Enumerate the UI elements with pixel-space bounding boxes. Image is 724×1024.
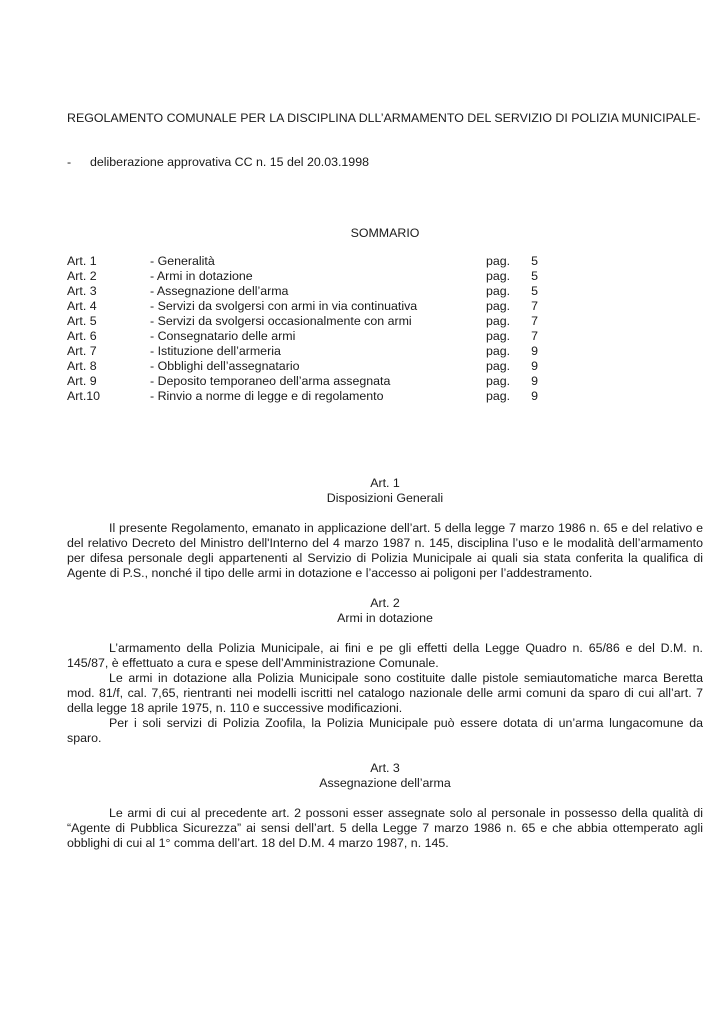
document-title: REGOLAMENTO COMUNALE PER LA DISCIPLINA DLL’ARMAMENTO DEL SERVIZIO DI POLIZIA MUNICIPALE- <box>67 111 701 125</box>
article-3 <box>67 761 703 851</box>
toc-page-number: 5 <box>531 254 538 268</box>
toc-article-title: - Istituzione dell’armeria <box>150 344 281 358</box>
article-number: Art. 2 <box>370 596 400 610</box>
toc-row <box>67 269 703 284</box>
toc-row <box>67 254 703 269</box>
toc-page-number: 9 <box>531 374 538 388</box>
summary-title <box>67 226 703 241</box>
table-of-contents <box>67 254 703 404</box>
toc-article-title: - Consegnatario delle armi <box>150 329 296 343</box>
article-1 <box>67 476 703 581</box>
deliberation-line <box>67 155 703 170</box>
toc-article-number: Art. 9 <box>67 374 97 388</box>
list-dash: - <box>67 155 72 169</box>
toc-article-number: Art. 8 <box>67 359 97 373</box>
toc-article-number: Art. 5 <box>67 314 97 328</box>
toc-article-title: - Generalità <box>150 254 215 268</box>
article-2 <box>67 596 703 746</box>
toc-page-number: 7 <box>531 299 538 313</box>
toc-article-number: Art. 1 <box>67 254 97 268</box>
toc-page-label: pag. <box>486 254 511 268</box>
toc-page-number: 5 <box>531 269 538 283</box>
toc-article-title: - Armi in dotazione <box>150 269 253 283</box>
article-heading: Disposizioni Generali <box>326 491 444 505</box>
toc-row <box>67 389 703 404</box>
toc-article-number: Art.10 <box>67 389 101 403</box>
toc-article-title: - Obblighi dell’assegnatario <box>150 359 300 373</box>
toc-row <box>67 299 703 314</box>
toc-row <box>67 329 703 344</box>
toc-page-label: pag. <box>486 284 511 298</box>
article-heading: Assegnazione dell’arma <box>319 776 451 790</box>
toc-page-number: 9 <box>531 344 538 358</box>
toc-page-number: 9 <box>531 389 538 403</box>
toc-row <box>67 284 703 299</box>
toc-row <box>67 344 703 359</box>
toc-page-number: 5 <box>531 284 538 298</box>
toc-article-title: - Servizi da svolgersi con armi in via continuativa <box>150 299 418 313</box>
toc-article-number: Art. 4 <box>67 299 97 313</box>
toc-page-label: pag. <box>486 359 511 373</box>
toc-page-label: pag. <box>486 314 511 328</box>
document-page <box>67 111 703 851</box>
toc-article-number: Art. 6 <box>67 329 97 343</box>
toc-page-label: pag. <box>486 329 511 343</box>
toc-page-label: pag. <box>486 269 511 283</box>
toc-page-number: 9 <box>531 359 538 373</box>
deliberation-text: deliberazione approvativa CC n. 15 del 20.03.1998 <box>90 155 369 169</box>
toc-article-title: - Assegnazione dell’arma <box>150 284 289 298</box>
article-paragraph: Le armi in dotazione alla Polizia Municipale sono costituite dalle pistole semiautomatiche marca Beretta mod. 81/f, cal. 7,65, rientranti nei modelli iscritti nel catalogo nazionale delle armi comuni da sparo di cui all’art. 7 della legge 18 aprile 1975, n. 110 e successive modificazioni. <box>67 671 703 715</box>
article-heading: Armi in dotazione <box>337 611 433 625</box>
toc-row <box>67 359 703 374</box>
toc-row <box>67 314 703 329</box>
toc-article-number: Art. 2 <box>67 269 97 283</box>
article-paragraph: Per i soli servizi di Polizia Zoofila, la Polizia Municipale può essere dotata di un’arma lungacomune da sparo. <box>67 716 703 745</box>
article-number: Art. 1 <box>370 476 400 490</box>
toc-page-number: 7 <box>531 329 538 343</box>
toc-article-number: Art. 3 <box>67 284 97 298</box>
toc-page-label: pag. <box>486 374 511 388</box>
toc-article-title: - Servizi da svolgersi occasionalmente con armi <box>150 314 412 328</box>
article-paragraph: Il presente Regolamento, emanato in applicazione dell’art. 5 della legge 7 marzo 1986 n. 65 e del relativo e del relativo Decreto del Ministro dell'Interno del 4 marzo 1987 n. 145, disciplina l’uso e le modalità dell’armamento per difesa personale degli appartenenti al Servizio di Polizia Municipale ai quali sia stata conferita la qualifica di Agente di P.S., nonché il tipo delle armi in dotazione e l’accesso ai poligoni per l’addestramento. <box>67 521 703 580</box>
toc-article-number: Art. 7 <box>67 344 97 358</box>
toc-row <box>67 374 703 389</box>
toc-article-title: - Rinvio a norme di legge e di regolamento <box>150 389 384 403</box>
toc-page-label: pag. <box>486 344 511 358</box>
article-paragraph: L’armamento della Polizia Municipale, ai fini e pe gli effetti della Legge Quadro n. 65/86 e del D.M. n. 145/87, è effettuato a cura e spese dell’Amministrazione Comunale. <box>67 641 703 670</box>
toc-page-label: pag. <box>486 299 511 313</box>
article-number: Art. 3 <box>370 761 400 775</box>
article-paragraph: Le armi di cui al precedente art. 2 possoni esser assegnate solo al personale in possesso della qualità di “Agente di Pubblica Sicurezza” ai sensi dell’art. 5 della Legge 7 marzo 1986 n. 65 e che abbia ottemperato agli obblighi di cui al 1° comma dell’art. 18 del D.M. 4 marzo 1987, n. 145. <box>67 806 703 850</box>
toc-page-number: 7 <box>531 314 538 328</box>
toc-article-title: - Deposito temporaneo dell’arma assegnata <box>150 374 391 388</box>
summary-title-text: SOMMARIO <box>350 226 420 240</box>
toc-page-label: pag. <box>486 389 511 403</box>
